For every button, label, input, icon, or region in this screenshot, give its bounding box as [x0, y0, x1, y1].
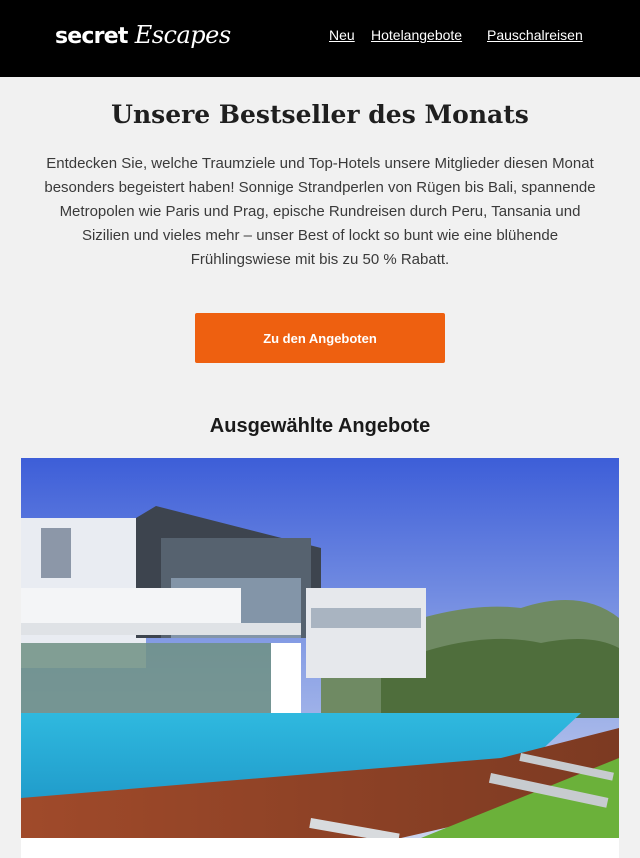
logo-text-secret: secret: [55, 24, 128, 49]
offers-cta-button[interactable]: Zu den Angeboten: [195, 313, 445, 363]
intro-text: Entdecken Sie, welche Traumziele und Top-Hotels unsere Mitglieder diesen Monat besonders begeistert haben! Sonnige Strandperlen von Rügen bis Bali, spannende Metropolen wie Paris und Prag, epische Rundreisen durch Peru, Tansania und Sizilien und vieles mehr – unser Best of lockt so bunt wie eine blühende Frühlingswiese mit bis zu 50 % Rabatt.: [44, 155, 596, 268]
hotel-pool-image[interactable]: [21, 458, 619, 838]
page-headline: Unsere Bestseller des Monats: [111, 100, 529, 129]
header-bar: [0, 0, 640, 77]
nav-link-neu[interactable]: Neu: [329, 27, 355, 43]
secret-escapes-logo[interactable]: [55, 18, 231, 54]
nav-link-hotelangebote[interactable]: Hotelangebote: [371, 27, 463, 43]
nav-link-pauschalreisen[interactable]: Pauschalreisen: [487, 27, 583, 43]
section-title-featured: Ausgewählte Angebote: [209, 415, 431, 437]
logo-text-escapes: Escapes: [134, 21, 231, 49]
offer-card[interactable]: [21, 458, 619, 858]
